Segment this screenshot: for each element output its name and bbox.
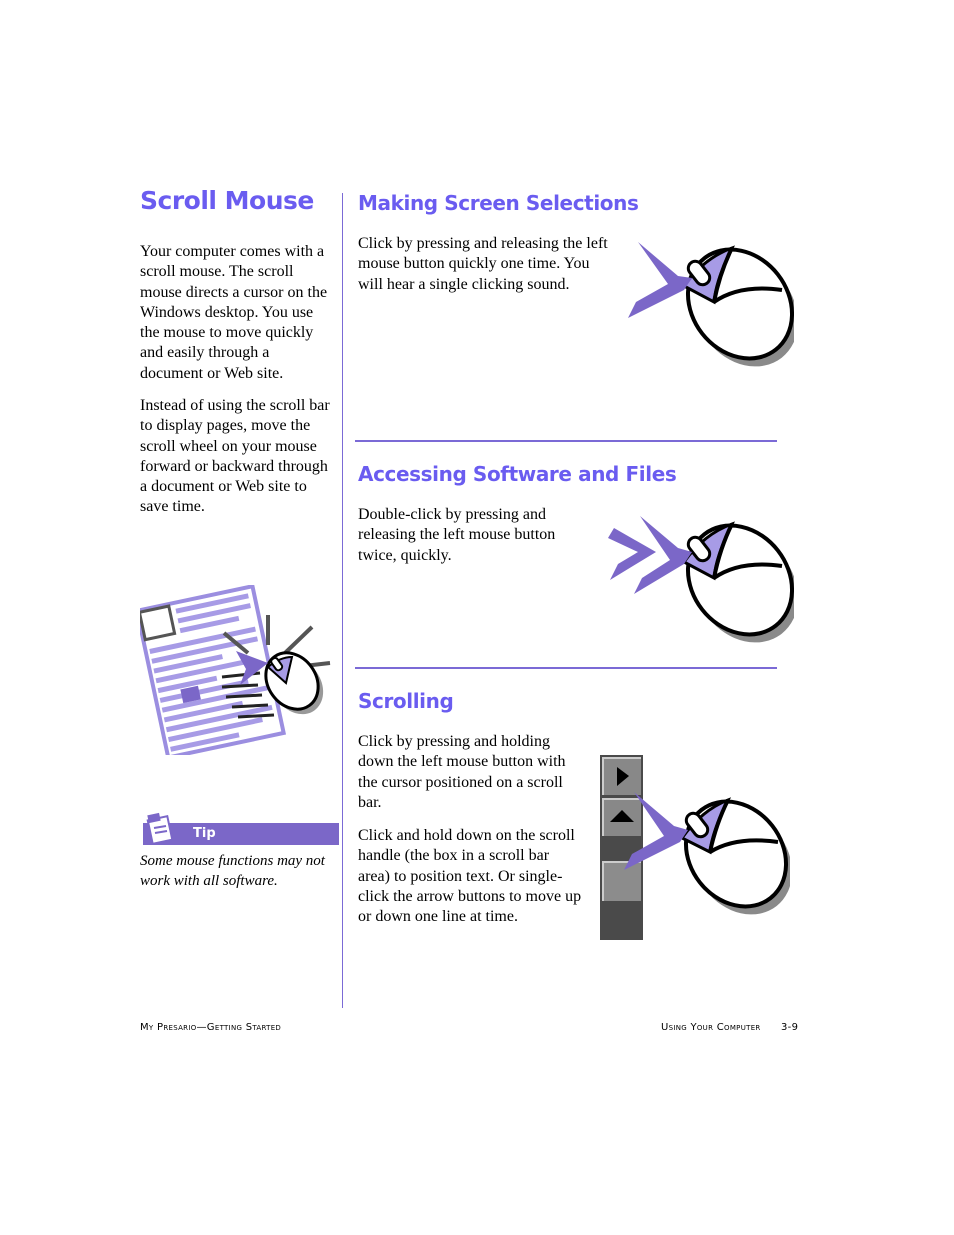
intro-paragraph: Your computer comes with a scroll mouse. The scroll mouse directs a cursor on the Windows desktop. You use the mouse to move quickly and easily through a document or Web site. — [140, 243, 328, 382]
scroll-document-illustration — [140, 585, 340, 755]
mouse-double-click-illustration — [604, 508, 794, 648]
note-icon — [144, 812, 180, 846]
page-title: Scroll Mouse — [140, 186, 314, 215]
section-divider-2 — [355, 667, 777, 669]
mouse-click-illustration — [622, 232, 794, 372]
footer-section-label: Using Your Computer — [661, 1022, 761, 1033]
section-text-accessing-software: Double-click by pressing and releasing the left mouse button twice, quickly. — [358, 506, 556, 564]
section-heading-making-selections: Making Screen Selections — [358, 191, 639, 215]
column-divider — [342, 193, 343, 1008]
footer-left: My Presario—Getting Started — [140, 1022, 282, 1033]
tip-label: Tip — [193, 826, 216, 841]
scroll-wheel-paragraph: Instead of using the scroll bar to display pages, move the scroll wheel on your mouse forward or backward through a document or Web site to save time. — [140, 397, 330, 516]
section-text-making-selections: Click by pressing and releasing the left mouse button quickly one time. You will hear a single clicking sound. — [358, 235, 608, 293]
section-text-scrolling-1: Click by pressing and holding down the left mouse button with the cursor positioned on a scroll bar. — [358, 733, 566, 811]
section-text-scrolling-2: Click and hold down on the scroll handle (the box in a scroll bar area) to position text. Or single-click the arrow buttons to move up or down one line at time. — [358, 827, 582, 926]
section-heading-accessing-software: Accessing Software and Files — [358, 462, 677, 486]
section-divider-1 — [355, 440, 777, 442]
mouse-scroll-illustration — [620, 786, 790, 922]
section-heading-scrolling: Scrolling — [358, 689, 454, 713]
tip-text: Some mouse functions may not work with all software. — [140, 853, 325, 889]
page-number: 3-9 — [781, 1022, 799, 1033]
